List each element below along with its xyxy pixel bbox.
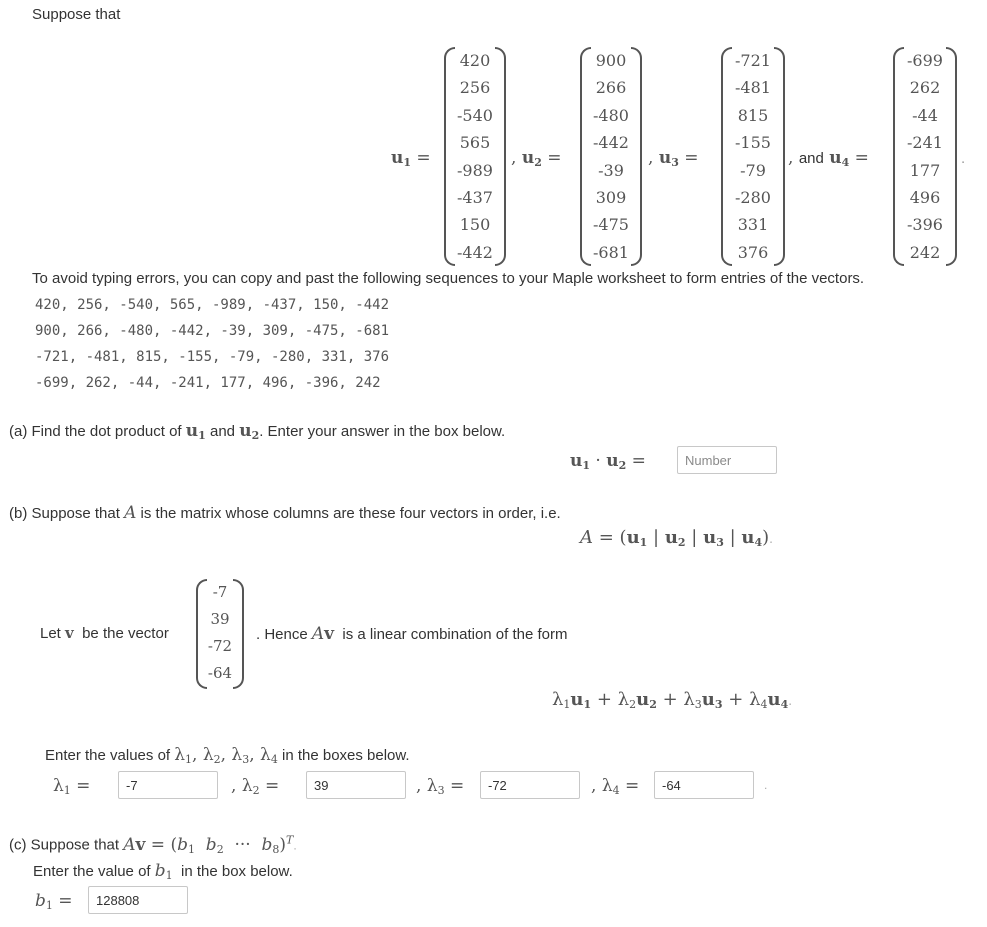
enter-b1-text: Enter the value of $b_1$ in the box below.: [33, 861, 293, 882]
vector-u3: [721, 47, 785, 266]
b1-label: $b_1$ =: [35, 891, 73, 912]
sequence-u4: -699, 262, -44, -241, 177, 496, -396, 242: [35, 375, 381, 391]
vector-v: [196, 579, 244, 689]
intro-text: Suppose that: [32, 6, 121, 23]
lambda4-label: , $\lambda_4$ =: [591, 776, 640, 797]
vector-u4-entry: -699: [907, 51, 943, 70]
vector-u4-entry: 177: [909, 160, 941, 180]
enter-lambdas-text: Enter the values of $\lambda_1$, $\lambda_2$, $\lambda_3$, $\lambda_4$ in the boxes below.: [45, 745, 410, 766]
vector-u2-entry: 900: [595, 51, 627, 70]
lambda3-input[interactable]: -72: [480, 771, 580, 799]
vector-u1-entry: -442: [457, 242, 493, 262]
vector-u3-entry: 815: [737, 105, 769, 125]
vector-u4: [893, 47, 957, 266]
hence-text: . Hence Av is a linear combination of the form: [256, 624, 568, 644]
u1-label: $u_1$ =: [391, 148, 431, 169]
vector-u3-entry: -280: [735, 187, 771, 207]
vector-u2: [580, 47, 642, 266]
part-c-question: (c) Suppose that $Av = (b_1$ $b_2$ ··· $b_8)^T$.: [9, 833, 297, 856]
vector-u3-entry: -79: [740, 160, 766, 180]
vector-u3-entry: -155: [735, 133, 771, 153]
vector-u2-entry: 309: [595, 187, 627, 207]
vector-u1-entry: -540: [457, 105, 493, 125]
period-dot-2: .: [764, 778, 768, 792]
b1-input[interactable]: 128808: [88, 886, 188, 914]
vector-u1-entry: 256: [459, 78, 491, 98]
u3-label: , $u_3$ =: [648, 148, 699, 169]
vector-u4-entry: 262: [909, 78, 941, 98]
vector-u2-entry: -39: [598, 160, 624, 180]
vector-v-entry: -72: [207, 637, 233, 655]
vector-u1: [444, 47, 506, 266]
vector-u1-entry: 150: [459, 215, 491, 235]
vector-u2-entry: -442: [593, 133, 629, 153]
vector-u3-entry: 331: [737, 215, 769, 235]
linear-combination: $\lambda_1u_1 + \lambda_2u_2 + \lambda_3u_3 + \lambda_4u_4$.: [552, 689, 793, 711]
let-v-text: Let v be the vector: [40, 624, 169, 642]
part-b-question: (b) Suppose that A is the matrix whose columns are these four vectors in order, i.e.: [9, 503, 561, 523]
lambda1-label: $\lambda_1$ =: [53, 776, 91, 797]
vector-u2-entry: -480: [593, 105, 629, 125]
vector-u2-entry: -475: [593, 215, 629, 235]
period-dot: .: [961, 150, 966, 167]
vector-u4-entry: -44: [912, 105, 938, 125]
vector-u4-entry: 242: [909, 242, 941, 262]
vector-v-entry: -64: [207, 664, 233, 682]
vector-u1-entry: -437: [457, 187, 493, 207]
u2-label: , $u_2$ =: [511, 148, 562, 169]
vector-u2-entry: 266: [595, 78, 627, 98]
sequence-u1: 420, 256, -540, 565, -989, -437, 150, -442: [35, 297, 390, 313]
sequence-u3: -721, -481, 815, -155, -79, -280, 331, 376: [35, 349, 390, 365]
vector-v-entry: 39: [210, 610, 230, 628]
matrix-A-definition: $A = (u_1$ | $u_2$ | $u_3$ | $u_4$).: [580, 527, 773, 549]
vector-u3-entry: 376: [737, 242, 769, 262]
lambda1-input[interactable]: -7: [118, 771, 218, 799]
dot-product-input[interactable]: Number: [677, 446, 777, 474]
dot-product-label: $u_1 \cdot u_2$ =: [570, 451, 646, 472]
lambda2-input[interactable]: 39: [306, 771, 406, 799]
vector-u3-entry: -721: [735, 51, 771, 70]
vector-u1-entry: 565: [459, 133, 491, 153]
part-a-question: (a) Find the dot product of $u_1$ and $u_2$. Enter your answer in the box below.: [9, 421, 506, 442]
vector-u3-entry: -481: [735, 78, 771, 98]
copy-note: To avoid typing errors, you can copy and past the following sequences to your Maple worksheet to form entries of the vectors.: [32, 270, 865, 287]
u4-label: , and $u_4$ =: [788, 148, 869, 169]
vector-v-entry: -7: [212, 583, 228, 601]
vector-u2-entry: -681: [593, 242, 629, 262]
lambda3-label: , $\lambda_3$ =: [416, 776, 465, 797]
vector-u1-entry: 420: [459, 51, 491, 70]
vector-u1-entry: -989: [457, 160, 493, 180]
vector-u4-entry: -396: [907, 215, 943, 235]
lambda2-label: , $\lambda_2$ =: [231, 776, 280, 797]
sequence-u2: 900, 266, -480, -442, -39, 309, -475, -681: [35, 323, 390, 339]
vector-u4-entry: 496: [909, 187, 941, 207]
lambda4-input[interactable]: -64: [654, 771, 754, 799]
vector-u4-entry: -241: [907, 133, 943, 153]
